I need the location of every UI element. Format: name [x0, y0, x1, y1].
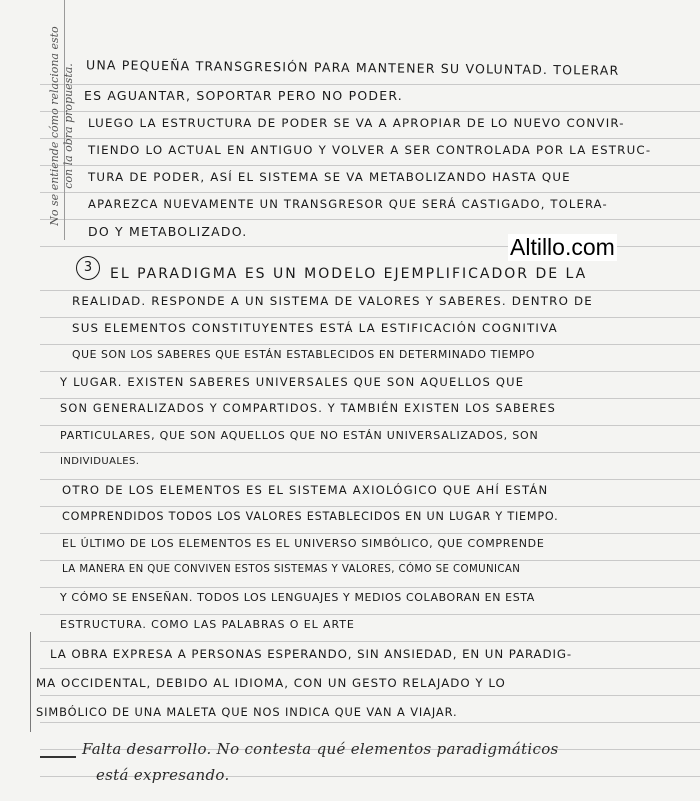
text-line: ES AGUANTAR, SOPORTAR PERO NO PODER. [84, 88, 403, 103]
ruled-line [40, 165, 700, 166]
text-line: APAREZCA NUEVAMENTE UN TRANSGRESOR QUE SERÁ CASTIGADO, TOLERA- [88, 197, 608, 211]
text-line: TURA DE PODER, ASÍ EL SISTEMA SE VA METABOLIZANDO HASTA QUE [88, 170, 571, 184]
text-line: Y LUGAR. EXISTEN SABERES UNIVERSALES QUE SON AQUELLOS QUE [60, 375, 525, 389]
ruled-line [40, 479, 700, 480]
ruled-line [40, 317, 700, 318]
ruled-line [40, 192, 700, 193]
teacher-correction: Falta desarrollo. No contesta qué elementos paradigmáticos [82, 740, 559, 758]
ruled-line [40, 452, 700, 453]
text-line: REALIDAD. RESPONDE A UN SISTEMA DE VALORES Y SABERES. DENTRO DE [72, 294, 593, 308]
ruled-line [40, 614, 700, 615]
text-line: SON GENERALIZADOS Y COMPARTIDOS. Y TAMBIÉN EXISTEN LOS SABERES [60, 402, 556, 415]
ruled-line [40, 533, 700, 534]
text-line: MA OCCIDENTAL, DEBIDO AL IDIOMA, CON UN GESTO RELAJADO Y LO [36, 676, 506, 690]
ruled-line [40, 560, 700, 561]
ruled-line [40, 641, 700, 642]
text-line: SUS ELEMENTOS CONSTITUYENTES ESTÁ LA ESTIFICACIÓN COGNITIVA [72, 321, 558, 335]
text-line: QUE SON LOS SABERES QUE ESTÁN ESTABLECIDOS EN DETERMINADO TIEMPO [72, 348, 535, 361]
teacher-correction: está expresando. [96, 766, 230, 784]
ruled-line [40, 371, 700, 372]
text-line: LA OBRA EXPRESA A PERSONAS ESPERANDO, SIN ANSIEDAD, EN UN PARADIG- [50, 647, 573, 661]
ruled-line [40, 111, 700, 112]
text-line: OTRO DE LOS ELEMENTOS ES EL SISTEMA AXIOLÓGICO QUE AHÍ ESTÁN [62, 483, 549, 497]
text-line: DO Y METABOLIZADO. [88, 224, 248, 239]
watermark-logo: Altillo.com [510, 234, 615, 260]
text-line: PARTICULARES, QUE SON AQUELLOS QUE NO ESTÁN UNIVERSALIZADOS, SON [60, 429, 539, 442]
ruled-line [40, 587, 700, 588]
ruled-line [40, 695, 700, 696]
question-number: 3 [76, 256, 100, 280]
ruled-line [40, 398, 700, 399]
text-line: EL PARADIGMA ES UN MODELO EJEMPLIFICADOR DE LA [110, 266, 588, 282]
ruled-line [40, 425, 700, 426]
text-line: SIMBÓLICO DE UNA MALETA QUE NOS INDICA QUE VAN A VIAJAR. [36, 705, 458, 719]
text-line: INDIVIDUALES. [60, 456, 140, 467]
text-line: LUEGO LA ESTRUCTURA DE PODER SE VA A APROPIAR DE LO NUEVO CONVIR- [88, 116, 625, 130]
margin-bracket [30, 632, 31, 732]
text-line: EL ÚLTIMO DE LOS ELEMENTOS ES EL UNIVERSO SIMBÓLICO, QUE COMPRENDE [62, 537, 545, 550]
text-line: ESTRUCTURA. COMO LAS PALABRAS O EL ARTE [60, 618, 355, 631]
ruled-line [40, 722, 700, 723]
ruled-line [40, 84, 700, 85]
text-line: TIENDO LO ACTUAL EN ANTIGUO Y VOLVER A SER CONTROLADA POR LA ESTRUC- [88, 143, 652, 157]
ruled-line [40, 344, 700, 345]
ruled-line [40, 506, 700, 507]
ruled-line [40, 219, 700, 220]
correction-arrow [40, 756, 76, 758]
text-line: COMPRENDIDOS TODOS LOS VALORES ESTABLECIDOS EN UN LUGAR Y TIEMPO. [62, 510, 559, 523]
teacher-margin-note: No se entiende cómo relaciona esto con la obra propuesta. [48, 26, 75, 226]
text-line: LA MANERA EN QUE CONVIVEN ESTOS SISTEMAS Y VALORES, CÓMO SE COMUNICAN [62, 564, 521, 575]
text-line: UNA PEQUEÑA TRANSGRESIÓN PARA MANTENER SU VOLUNTAD. TOLERAR [85, 57, 620, 78]
ruled-line [40, 138, 700, 139]
ruled-line [40, 668, 700, 669]
ruled-line [40, 290, 700, 291]
text-line: Y CÓMO SE ENSEÑAN. TODOS LOS LENGUAJES Y MEDIOS COLABORAN EN ESTA [60, 591, 535, 604]
